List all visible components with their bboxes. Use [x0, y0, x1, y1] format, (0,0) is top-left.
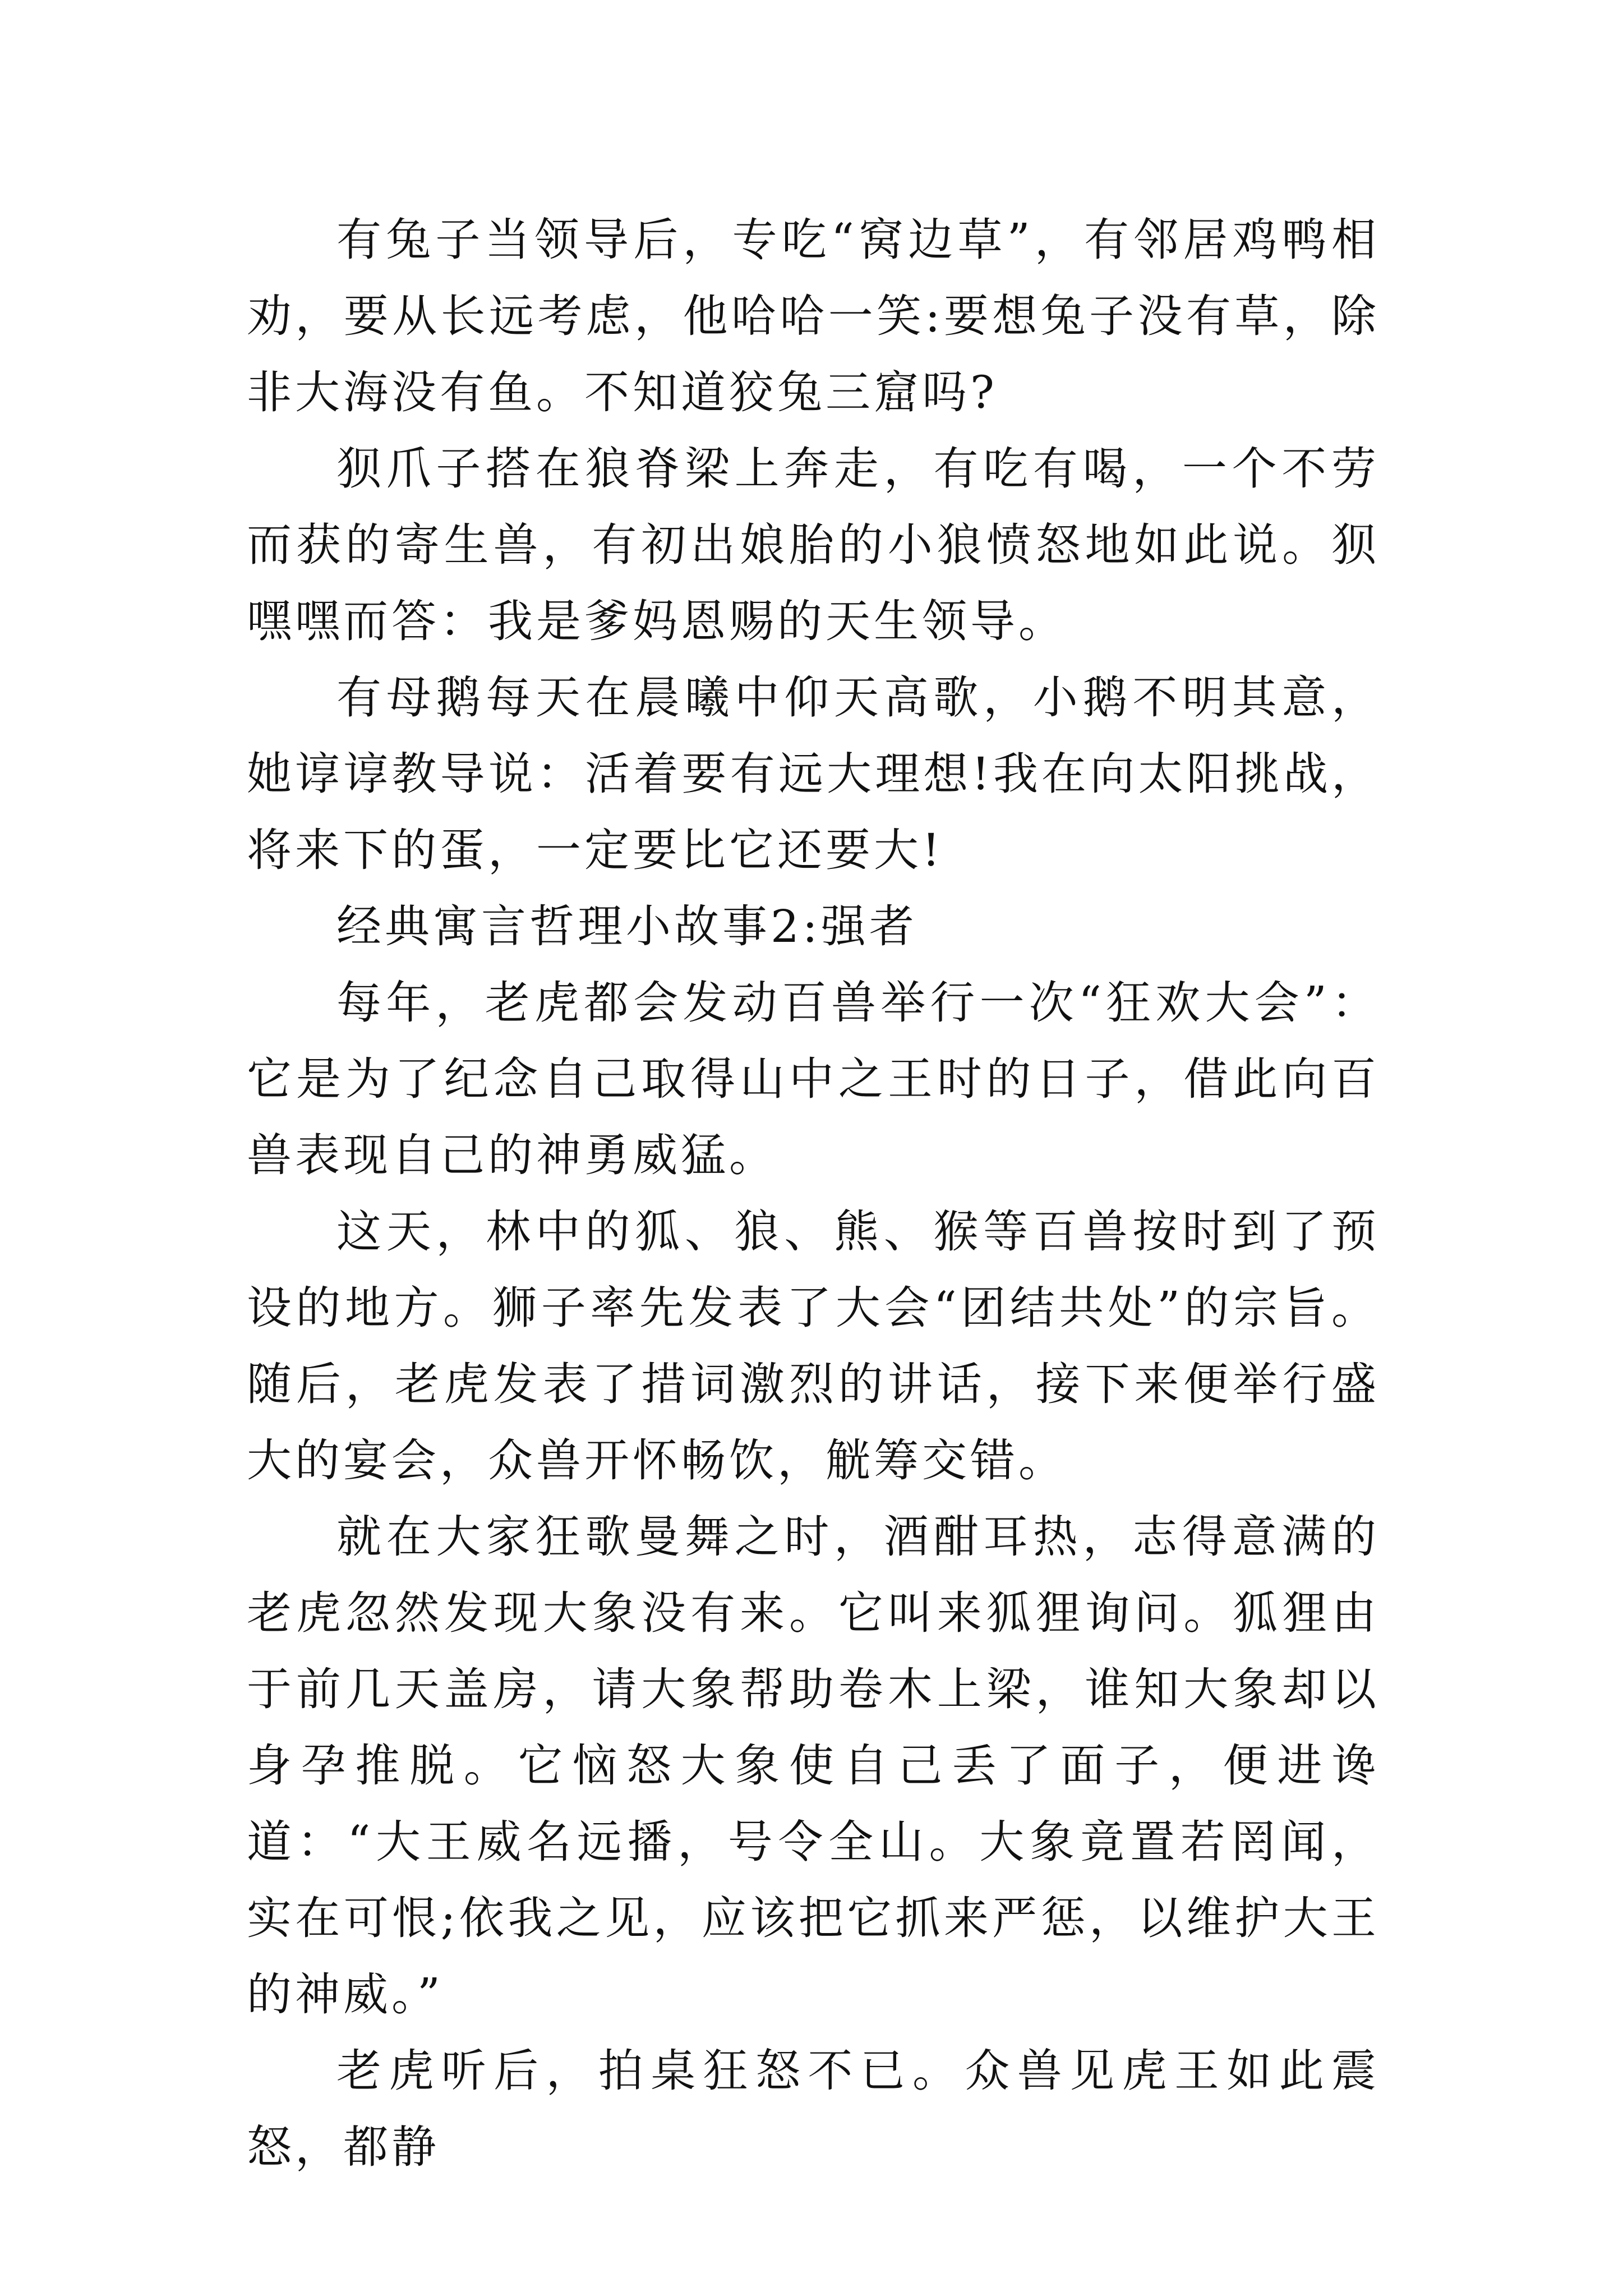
- paragraph-animals-gathering: 这天，林中的狐、狼、熊、猴等百兽按时到了预设的地方。狮子率先发表了大会“团结共处”的宗旨。随后，老虎发表了措词激烈的讲话，接下来便举行盛大的宴会，众兽开怀畅饮，觥筹交错。: [247, 1205, 1380, 1487]
- paragraph-elephant-absent: 就在大家狂歌曼舞之时，酒酣耳热，志得意满的老虎忽然发现大象没有来。它叫来狐狸询问。狐狸由于前几天盖房，请大象帮助卷木上梁，谁知大象却以身孕推脱。它恼怒大象使自己丢了面子，便进谗道：“大王威名远播，号令全山。大象竟置若罔闻，实在可恨;依我之见，应该把它抓来严惩，以维护大王的神威。”: [247, 1511, 1380, 2021]
- story-heading-strong: 经典寓言哲理小故事2:强者: [336, 900, 917, 953]
- paragraph-tiger-angry: 老虎听后，拍桌狂怒不已。众兽见虎王如此震怒，都静: [247, 2045, 1380, 2173]
- paragraph-rabbit-leader: 有兔子当领导后，专吃“窝边草”，有邻居鸡鸭相劝，要从长远考虑，他哈哈一笑:要想兔子没有草，除非大海没有鱼。不知道狡兔三窟吗?: [247, 214, 1380, 418]
- paragraph-bei-wolf: 狈爪子搭在狼脊梁上奔走，有吃有喝，一个不劳而获的寄生兽，有初出娘胎的小狼愤怒地如此说。狈嘿嘿而答：我是爹妈恩赐的天生领导。: [247, 443, 1380, 647]
- document-body: [247, 202, 1380, 2185]
- paragraph-mother-goose: 有母鹅每天在晨曦中仰天高歌，小鹅不明其意，她谆谆教导说：活着要有远大理想!我在向太阳挑战，将来下的蛋，一定要比它还要大!: [247, 671, 1380, 876]
- paragraph-tiger-carnival: 每年，老虎都会发动百兽举行一次“狂欢大会”：它是为了纪念自己取得山中之王时的日子，借此向百兽表现自己的神勇威猛。: [247, 977, 1380, 1181]
